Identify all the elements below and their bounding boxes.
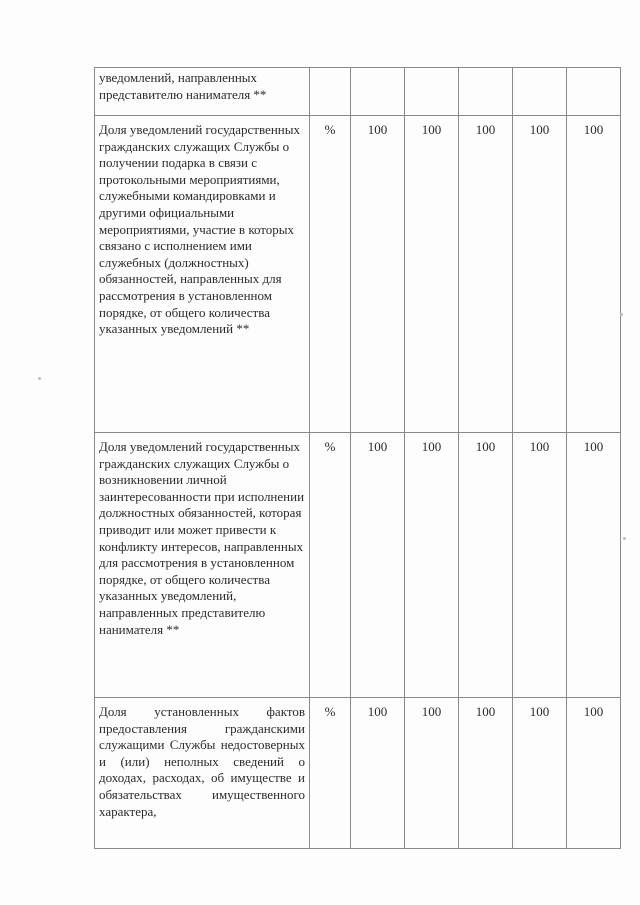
indicator-value: 100	[405, 116, 459, 433]
scan-speck	[620, 313, 623, 316]
indicator-value: 100	[351, 116, 405, 433]
indicator-unit	[310, 68, 351, 116]
indicator-description: уведомлений, направленных представителю нанимателя **	[95, 68, 310, 116]
indicator-value: 100	[567, 698, 621, 849]
indicator-value: 100	[513, 433, 567, 698]
indicator-value: 100	[513, 698, 567, 849]
indicator-description: Доля уведомлений государственных гражданских служащих Службы о получении подарка в связи с протокольными мероприятиями, служебными командировками и другими официальными мероприятиями, участие в которых связано с исполнением ими служебных (должностных) обязанностей, направленных для рассмотрения в установленном порядке, от общего количества указанных уведомлений **	[95, 116, 310, 433]
indicator-value: 100	[351, 433, 405, 698]
indicator-unit: %	[310, 116, 351, 433]
indicators-table	[94, 67, 621, 849]
indicator-value: 100	[567, 116, 621, 433]
indicator-unit: %	[310, 698, 351, 849]
indicator-value: 100	[405, 698, 459, 849]
table-row	[95, 116, 621, 433]
table-row	[95, 68, 621, 116]
table-row	[95, 433, 621, 698]
indicator-description: Доля уведомлений государственных гражданских служащих Службы о возникновении личной заинтересованности при исполнении должностных обязанностей, которая приводит или может привести к конфликту интересов, направленных для рассмотрения в установленном порядке, от общего количества указанных уведомлений, направленных представителю нанимателя **	[95, 433, 310, 698]
scan-speck	[623, 537, 626, 540]
indicator-description: Доля установленных фактов предоставления гражданскими служащими Службы недостоверных и (или) неполных сведений о доходах, расходах, об имуществе и обязательствах имущественного характера,	[95, 698, 310, 849]
indicator-value: 100	[567, 433, 621, 698]
indicator-value: 100	[405, 433, 459, 698]
scan-speck	[38, 377, 41, 380]
indicator-value	[459, 68, 513, 116]
table-row	[95, 698, 621, 849]
indicator-value	[405, 68, 459, 116]
indicator-value	[567, 68, 621, 116]
indicator-value: 100	[459, 116, 513, 433]
indicator-unit: %	[310, 433, 351, 698]
indicator-value	[351, 68, 405, 116]
indicator-value: 100	[351, 698, 405, 849]
indicator-value: 100	[459, 433, 513, 698]
indicator-value	[513, 68, 567, 116]
indicator-value: 100	[459, 698, 513, 849]
indicator-value: 100	[513, 116, 567, 433]
